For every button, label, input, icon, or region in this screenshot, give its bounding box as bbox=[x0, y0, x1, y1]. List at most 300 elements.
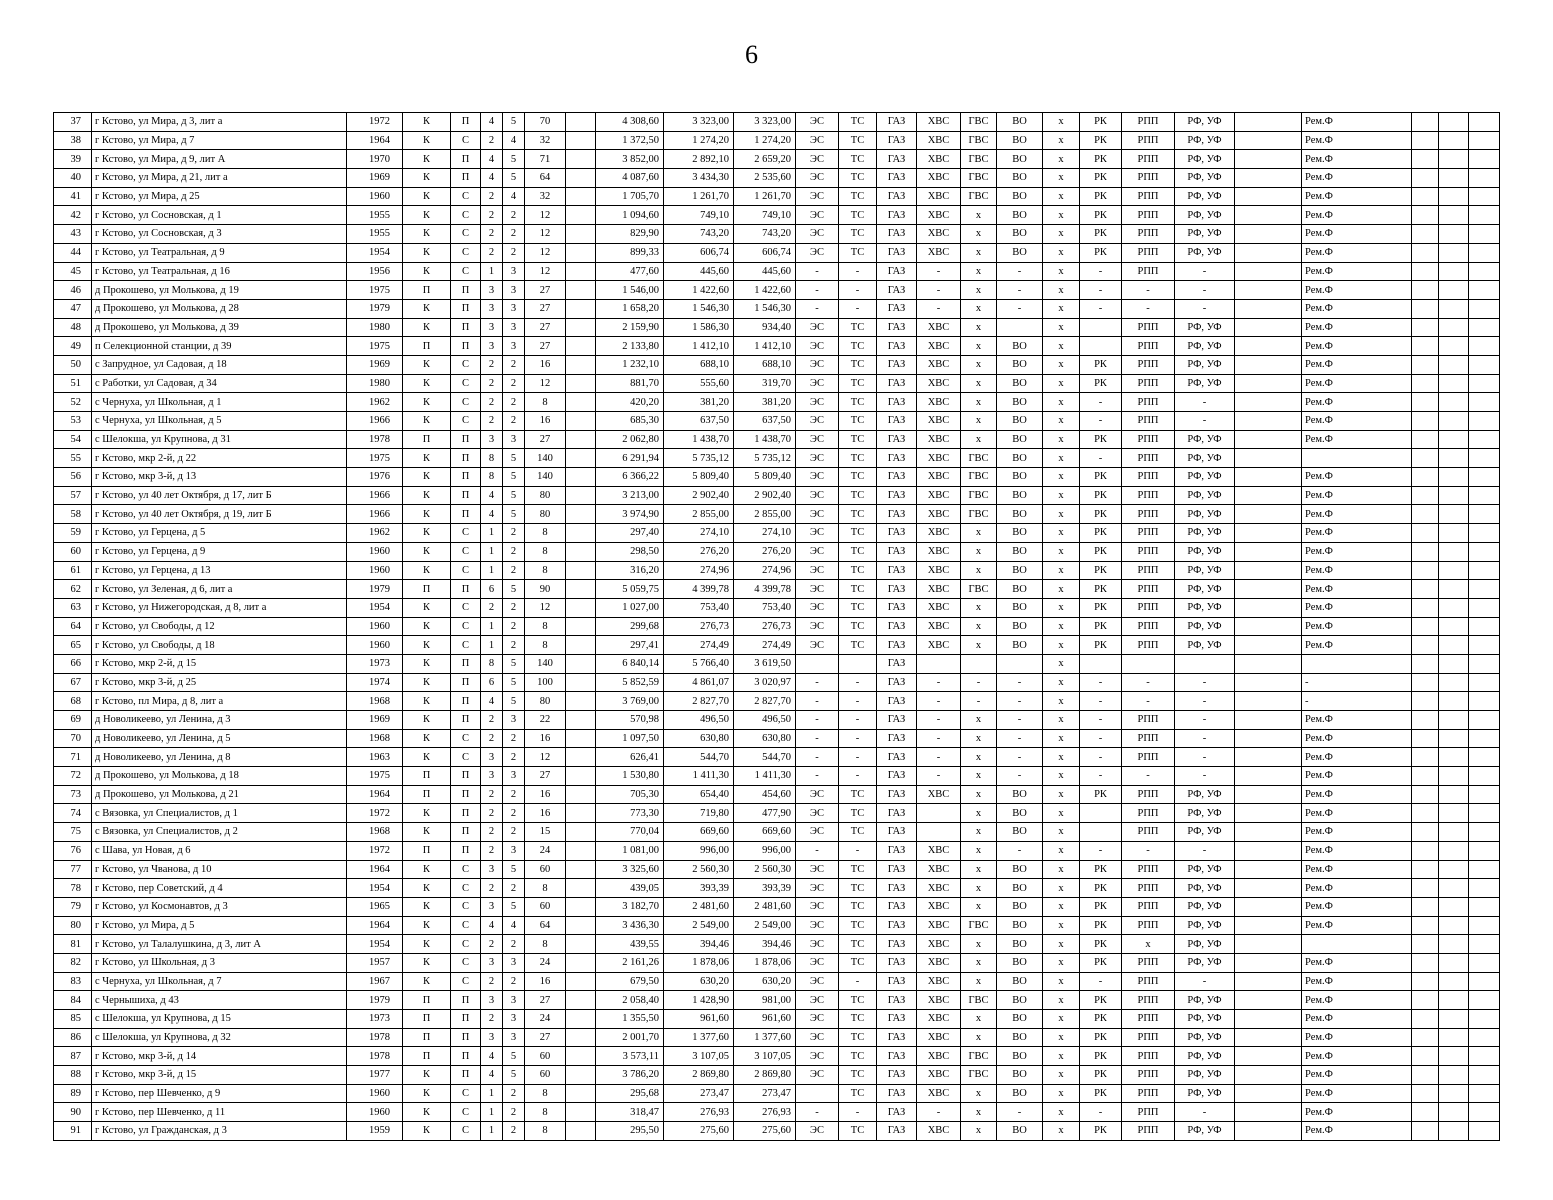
cell-gas-supply: ГАЗ bbox=[877, 131, 917, 150]
cell-entrances: 2 bbox=[503, 729, 525, 748]
cell-year-built: 1967 bbox=[347, 972, 403, 991]
cell-row-number: 88 bbox=[54, 1066, 92, 1085]
cell-blank bbox=[1412, 524, 1439, 543]
cell-blank bbox=[1412, 187, 1439, 206]
cell-entrances: 2 bbox=[503, 206, 525, 225]
cell-hot-water: х bbox=[961, 412, 997, 431]
cell-floors: 3 bbox=[481, 318, 503, 337]
cell-electric-supply: ЭС bbox=[796, 580, 839, 599]
cell-year-built: 1978 bbox=[347, 1047, 403, 1066]
cell-heat-supply: ТС bbox=[839, 1122, 877, 1141]
cell-electric-supply: - bbox=[796, 729, 839, 748]
cell-apartments: 60 bbox=[525, 1047, 566, 1066]
cell-apartments: 8 bbox=[525, 935, 566, 954]
cell-living-area: 276,20 bbox=[664, 542, 734, 561]
cell-living-area: 5 809,40 bbox=[664, 468, 734, 487]
cell-living-area: 275,60 bbox=[664, 1122, 734, 1141]
cell-mark-x: х bbox=[1043, 972, 1080, 991]
cell-blank bbox=[1412, 897, 1439, 916]
cell-blank bbox=[1469, 785, 1500, 804]
cell-blank bbox=[1439, 206, 1469, 225]
table-row bbox=[54, 729, 1500, 748]
cell-area-owned: 454,60 bbox=[734, 785, 796, 804]
cell-wall-material: С bbox=[451, 374, 481, 393]
cell-gas-supply: ГАЗ bbox=[877, 430, 917, 449]
cell-repair-fund: - bbox=[1302, 673, 1412, 692]
cell-drainage: ВО bbox=[997, 430, 1043, 449]
cell-wall-material: С bbox=[451, 524, 481, 543]
table-row bbox=[54, 169, 1500, 188]
cell-total-area: 1 081,00 bbox=[596, 841, 664, 860]
cell-row-number: 87 bbox=[54, 1047, 92, 1066]
cell-total-area: 2 062,80 bbox=[596, 430, 664, 449]
cell-rf-uf: РФ, УФ bbox=[1175, 468, 1235, 487]
cell-electric-supply: ЭС bbox=[796, 598, 839, 617]
cell-floors: 1 bbox=[481, 1103, 503, 1122]
cell-drainage: ВО bbox=[997, 169, 1043, 188]
cell-living-area: 2 549,00 bbox=[664, 916, 734, 935]
cell-rf-uf: РФ, УФ bbox=[1175, 1047, 1235, 1066]
cell-row-number: 72 bbox=[54, 767, 92, 786]
cell-blank bbox=[566, 729, 596, 748]
cell-ownership-type: К bbox=[403, 953, 451, 972]
cell-year-built: 1960 bbox=[347, 1103, 403, 1122]
cell-blank bbox=[1412, 580, 1439, 599]
cell-blank bbox=[1469, 972, 1500, 991]
cell-blank bbox=[1412, 561, 1439, 580]
cell-hot-water: ГВС bbox=[961, 113, 997, 132]
cell-blank bbox=[566, 299, 596, 318]
cell-mark-x: х bbox=[1043, 355, 1080, 374]
cell-gas-supply: ГАЗ bbox=[877, 412, 917, 431]
cell-hot-water: х bbox=[961, 281, 997, 300]
cell-address: п Селекционной станции, д 39 bbox=[92, 337, 347, 356]
cell-cold-water: ХВС bbox=[917, 1122, 961, 1141]
cell-area-owned: 2 869,80 bbox=[734, 1066, 796, 1085]
cell-floors: 1 bbox=[481, 561, 503, 580]
cell-heat-supply: ТС bbox=[839, 169, 877, 188]
table-row bbox=[54, 598, 1500, 617]
cell-total-area: 297,40 bbox=[596, 524, 664, 543]
cell-floors: 6 bbox=[481, 580, 503, 599]
cell-entrances: 2 bbox=[503, 617, 525, 636]
cell-blank bbox=[1235, 262, 1302, 281]
cell-blank bbox=[1439, 1028, 1469, 1047]
cell-blank bbox=[1469, 430, 1500, 449]
cell-blank bbox=[1235, 654, 1302, 673]
cell-ownership-type: К bbox=[403, 299, 451, 318]
cell-ownership-type: П bbox=[403, 1010, 451, 1029]
cell-floors: 4 bbox=[481, 150, 503, 169]
cell-blank bbox=[566, 542, 596, 561]
cell-mark-x: х bbox=[1043, 1028, 1080, 1047]
cell-rpp: РПП bbox=[1122, 169, 1175, 188]
cell-living-area: 2 892,10 bbox=[664, 150, 734, 169]
cell-apartments: 100 bbox=[525, 673, 566, 692]
cell-rf-uf: - bbox=[1175, 972, 1235, 991]
cell-floors: 1 bbox=[481, 1084, 503, 1103]
cell-area-owned: 274,49 bbox=[734, 636, 796, 655]
cell-living-area: 630,80 bbox=[664, 729, 734, 748]
cell-gas-supply: ГАЗ bbox=[877, 654, 917, 673]
cell-entrances: 5 bbox=[503, 860, 525, 879]
cell-area-owned: 1 261,70 bbox=[734, 187, 796, 206]
cell-entrances: 3 bbox=[503, 1028, 525, 1047]
cell-blank bbox=[1469, 617, 1500, 636]
cell-hot-water: х bbox=[961, 711, 997, 730]
cell-rk: РК bbox=[1080, 1028, 1122, 1047]
table-row bbox=[54, 243, 1500, 262]
cell-blank bbox=[1439, 262, 1469, 281]
cell-blank bbox=[566, 412, 596, 431]
cell-total-area: 1 658,20 bbox=[596, 299, 664, 318]
cell-blank bbox=[1235, 953, 1302, 972]
cell-rk: РК bbox=[1080, 953, 1122, 972]
cell-blank bbox=[1235, 935, 1302, 954]
table-row bbox=[54, 991, 1500, 1010]
cell-rpp: РПП bbox=[1122, 823, 1175, 842]
cell-ownership-type: К bbox=[403, 1084, 451, 1103]
cell-living-area: 381,20 bbox=[664, 393, 734, 412]
cell-drainage: ВО bbox=[997, 1028, 1043, 1047]
cell-gas-supply: ГАЗ bbox=[877, 748, 917, 767]
cell-rf-uf: РФ, УФ bbox=[1175, 897, 1235, 916]
cell-address: д Новоликеево, ул Ленина, д 5 bbox=[92, 729, 347, 748]
cell-living-area: 555,60 bbox=[664, 374, 734, 393]
cell-hot-water: ГВС bbox=[961, 169, 997, 188]
cell-ownership-type: К bbox=[403, 729, 451, 748]
cell-blank bbox=[1412, 412, 1439, 431]
cell-hot-water: х bbox=[961, 972, 997, 991]
cell-entrances: 3 bbox=[503, 953, 525, 972]
cell-wall-material: С bbox=[451, 262, 481, 281]
cell-rk: - bbox=[1080, 1103, 1122, 1122]
cell-entrances: 3 bbox=[503, 337, 525, 356]
cell-cold-water: ХВС bbox=[917, 580, 961, 599]
cell-apartments: 12 bbox=[525, 225, 566, 244]
cell-year-built: 1960 bbox=[347, 1084, 403, 1103]
cell-row-number: 63 bbox=[54, 598, 92, 617]
cell-cold-water: ХВС bbox=[917, 561, 961, 580]
cell-mark-x: х bbox=[1043, 785, 1080, 804]
cell-area-owned: 477,90 bbox=[734, 804, 796, 823]
cell-rpp: РПП bbox=[1122, 412, 1175, 431]
cell-heat-supply: ТС bbox=[839, 879, 877, 898]
cell-repair-fund: Рем.Ф bbox=[1302, 636, 1412, 655]
cell-mark-x: х bbox=[1043, 131, 1080, 150]
cell-blank bbox=[1412, 169, 1439, 188]
cell-gas-supply: ГАЗ bbox=[877, 542, 917, 561]
cell-living-area: 3 434,30 bbox=[664, 169, 734, 188]
cell-blank bbox=[566, 355, 596, 374]
cell-ownership-type: К bbox=[403, 711, 451, 730]
cell-cold-water: ХВС bbox=[917, 412, 961, 431]
cell-floors: 6 bbox=[481, 673, 503, 692]
cell-living-area: 1 261,70 bbox=[664, 187, 734, 206]
cell-rpp: РПП bbox=[1122, 860, 1175, 879]
cell-area-owned: 753,40 bbox=[734, 598, 796, 617]
cell-blank bbox=[1412, 1066, 1439, 1085]
cell-wall-material: П bbox=[451, 468, 481, 487]
cell-drainage: - bbox=[997, 281, 1043, 300]
cell-living-area: 961,60 bbox=[664, 1010, 734, 1029]
cell-row-number: 69 bbox=[54, 711, 92, 730]
cell-cold-water: ХВС bbox=[917, 617, 961, 636]
cell-entrances: 2 bbox=[503, 561, 525, 580]
cell-blank bbox=[1412, 262, 1439, 281]
cell-cold-water: ХВС bbox=[917, 598, 961, 617]
cell-gas-supply: ГАЗ bbox=[877, 953, 917, 972]
cell-rk: РК bbox=[1080, 505, 1122, 524]
cell-entrances: 3 bbox=[503, 430, 525, 449]
cell-hot-water: х bbox=[961, 1122, 997, 1141]
cell-drainage: ВО bbox=[997, 374, 1043, 393]
cell-heat-supply: ТС bbox=[839, 412, 877, 431]
cell-wall-material: С bbox=[451, 393, 481, 412]
cell-wall-material: С bbox=[451, 748, 481, 767]
cell-blank bbox=[566, 337, 596, 356]
cell-gas-supply: ГАЗ bbox=[877, 150, 917, 169]
cell-drainage: - bbox=[997, 841, 1043, 860]
cell-address: с Работки, ул Садовая, д 34 bbox=[92, 374, 347, 393]
cell-entrances: 2 bbox=[503, 598, 525, 617]
cell-heat-supply: ТС bbox=[839, 860, 877, 879]
cell-hot-water: - bbox=[961, 692, 997, 711]
cell-blank bbox=[1235, 169, 1302, 188]
cell-repair-fund: Рем.Ф bbox=[1302, 953, 1412, 972]
cell-blank bbox=[566, 841, 596, 860]
cell-living-area: 1 412,10 bbox=[664, 337, 734, 356]
cell-repair-fund: Рем.Ф bbox=[1302, 1047, 1412, 1066]
cell-blank bbox=[1412, 860, 1439, 879]
cell-area-owned: 749,10 bbox=[734, 206, 796, 225]
cell-total-area: 3 852,00 bbox=[596, 150, 664, 169]
cell-area-owned: 276,93 bbox=[734, 1103, 796, 1122]
cell-drainage: - bbox=[997, 729, 1043, 748]
cell-wall-material: П bbox=[451, 486, 481, 505]
cell-blank bbox=[1469, 692, 1500, 711]
cell-gas-supply: ГАЗ bbox=[877, 636, 917, 655]
cell-cold-water: ХВС bbox=[917, 1047, 961, 1066]
table-row bbox=[54, 337, 1500, 356]
cell-total-area: 3 786,20 bbox=[596, 1066, 664, 1085]
cell-cold-water: ХВС bbox=[917, 1010, 961, 1029]
cell-entrances: 5 bbox=[503, 692, 525, 711]
cell-total-area: 6 291,94 bbox=[596, 449, 664, 468]
cell-rpp: РПП bbox=[1122, 393, 1175, 412]
cell-apartments: 16 bbox=[525, 785, 566, 804]
cell-apartments: 12 bbox=[525, 262, 566, 281]
cell-entrances: 2 bbox=[503, 542, 525, 561]
cell-entrances: 3 bbox=[503, 281, 525, 300]
cell-living-area: 2 560,30 bbox=[664, 860, 734, 879]
cell-mark-x: х bbox=[1043, 692, 1080, 711]
cell-rf-uf: РФ, УФ bbox=[1175, 524, 1235, 543]
cell-total-area: 3 325,60 bbox=[596, 860, 664, 879]
cell-entrances: 3 bbox=[503, 299, 525, 318]
cell-floors: 2 bbox=[481, 243, 503, 262]
cell-blank bbox=[566, 935, 596, 954]
cell-hot-water: ГВС bbox=[961, 486, 997, 505]
cell-repair-fund: Рем.Ф bbox=[1302, 972, 1412, 991]
cell-floors: 8 bbox=[481, 468, 503, 487]
cell-rf-uf: РФ, УФ bbox=[1175, 580, 1235, 599]
cell-year-built: 1976 bbox=[347, 468, 403, 487]
cell-gas-supply: ГАЗ bbox=[877, 1010, 917, 1029]
cell-rf-uf: РФ, УФ bbox=[1175, 505, 1235, 524]
cell-ownership-type: К bbox=[403, 374, 451, 393]
cell-drainage: ВО bbox=[997, 355, 1043, 374]
cell-ownership-type: К bbox=[403, 524, 451, 543]
cell-blank bbox=[1469, 580, 1500, 599]
cell-drainage: ВО bbox=[997, 561, 1043, 580]
cell-rf-uf: РФ, УФ bbox=[1175, 542, 1235, 561]
cell-apartments: 24 bbox=[525, 1010, 566, 1029]
cell-blank bbox=[1439, 561, 1469, 580]
table-row bbox=[54, 823, 1500, 842]
cell-ownership-type: П bbox=[403, 580, 451, 599]
cell-blank bbox=[1439, 449, 1469, 468]
cell-total-area: 3 769,00 bbox=[596, 692, 664, 711]
cell-blank bbox=[566, 561, 596, 580]
cell-address: г Кстово, мкр 3-й, д 14 bbox=[92, 1047, 347, 1066]
cell-row-number: 41 bbox=[54, 187, 92, 206]
cell-heat-supply: - bbox=[839, 748, 877, 767]
cell-rpp: РПП bbox=[1122, 505, 1175, 524]
cell-ownership-type: К bbox=[403, 393, 451, 412]
cell-blank bbox=[1439, 953, 1469, 972]
cell-electric-supply: ЭС bbox=[796, 225, 839, 244]
cell-total-area: 3 436,30 bbox=[596, 916, 664, 935]
table-row bbox=[54, 1047, 1500, 1066]
cell-address: г Кстово, ул Талалушкина, д 3, лит А bbox=[92, 935, 347, 954]
cell-cold-water: - bbox=[917, 262, 961, 281]
cell-blank bbox=[1439, 355, 1469, 374]
cell-drainage: - bbox=[997, 767, 1043, 786]
cell-blank bbox=[1469, 225, 1500, 244]
cell-blank bbox=[1469, 113, 1500, 132]
cell-repair-fund: Рем.Ф bbox=[1302, 355, 1412, 374]
cell-ownership-type: К bbox=[403, 449, 451, 468]
cell-ownership-type: К bbox=[403, 113, 451, 132]
cell-repair-fund: Рем.Ф bbox=[1302, 225, 1412, 244]
cell-row-number: 49 bbox=[54, 337, 92, 356]
cell-blank bbox=[1412, 935, 1439, 954]
cell-area-owned: 276,73 bbox=[734, 617, 796, 636]
cell-wall-material: П bbox=[451, 654, 481, 673]
cell-area-owned: 544,70 bbox=[734, 748, 796, 767]
page-number: 6 bbox=[745, 40, 758, 69]
cell-gas-supply: ГАЗ bbox=[877, 935, 917, 954]
cell-rpp: РПП bbox=[1122, 804, 1175, 823]
cell-wall-material: П bbox=[451, 692, 481, 711]
cell-electric-supply: - bbox=[796, 1103, 839, 1122]
cell-cold-water: ХВС bbox=[917, 991, 961, 1010]
cell-gas-supply: ГАЗ bbox=[877, 841, 917, 860]
cell-address: с Вязовка, ул Специалистов, д 1 bbox=[92, 804, 347, 823]
cell-hot-water: х bbox=[961, 542, 997, 561]
table-row bbox=[54, 636, 1500, 655]
cell-blank bbox=[1469, 355, 1500, 374]
cell-blank bbox=[1412, 131, 1439, 150]
cell-rk: - bbox=[1080, 449, 1122, 468]
cell-area-owned: 3 323,00 bbox=[734, 113, 796, 132]
cell-ownership-type: П bbox=[403, 337, 451, 356]
cell-blank bbox=[1412, 225, 1439, 244]
cell-year-built: 1979 bbox=[347, 299, 403, 318]
cell-rpp: РПП bbox=[1122, 524, 1175, 543]
cell-drainage: - bbox=[997, 748, 1043, 767]
cell-entrances: 2 bbox=[503, 879, 525, 898]
cell-row-number: 68 bbox=[54, 692, 92, 711]
cell-cold-water: ХВС bbox=[917, 1066, 961, 1085]
cell-heat-supply: ТС bbox=[839, 561, 877, 580]
cell-repair-fund: Рем.Ф bbox=[1302, 841, 1412, 860]
cell-floors: 1 bbox=[481, 524, 503, 543]
cell-heat-supply: ТС bbox=[839, 953, 877, 972]
cell-area-owned: 2 827,70 bbox=[734, 692, 796, 711]
cell-blank bbox=[1439, 1010, 1469, 1029]
cell-rk: РК bbox=[1080, 468, 1122, 487]
cell-rf-uf: - bbox=[1175, 748, 1235, 767]
cell-blank bbox=[1235, 916, 1302, 935]
cell-rf-uf: - bbox=[1175, 412, 1235, 431]
cell-rf-uf: РФ, УФ bbox=[1175, 150, 1235, 169]
cell-total-area: 1 232,10 bbox=[596, 355, 664, 374]
cell-rpp: РПП bbox=[1122, 953, 1175, 972]
cell-cold-water: ХВС bbox=[917, 897, 961, 916]
cell-apartments: 32 bbox=[525, 131, 566, 150]
cell-mark-x: х bbox=[1043, 1084, 1080, 1103]
cell-blank bbox=[566, 972, 596, 991]
cell-area-owned: 319,70 bbox=[734, 374, 796, 393]
cell-electric-supply bbox=[796, 1084, 839, 1103]
cell-living-area: 2 481,60 bbox=[664, 897, 734, 916]
cell-cold-water: ХВС bbox=[917, 1084, 961, 1103]
cell-ownership-type: К bbox=[403, 673, 451, 692]
cell-heat-supply: ТС bbox=[839, 206, 877, 225]
cell-wall-material: С bbox=[451, 131, 481, 150]
cell-blank bbox=[1235, 393, 1302, 412]
cell-electric-supply: ЭС bbox=[796, 206, 839, 225]
cell-rpp: РПП bbox=[1122, 879, 1175, 898]
cell-hot-water: х bbox=[961, 767, 997, 786]
cell-area-owned: 394,46 bbox=[734, 935, 796, 954]
cell-electric-supply: - bbox=[796, 748, 839, 767]
cell-area-owned: 688,10 bbox=[734, 355, 796, 374]
cell-area-owned: 1 411,30 bbox=[734, 767, 796, 786]
cell-ownership-type: К bbox=[403, 1066, 451, 1085]
cell-area-owned: 2 535,60 bbox=[734, 169, 796, 188]
cell-year-built: 1975 bbox=[347, 337, 403, 356]
cell-hot-water bbox=[961, 654, 997, 673]
housing-registry-table bbox=[53, 112, 1500, 1141]
cell-row-number: 85 bbox=[54, 1010, 92, 1029]
cell-heat-supply: - bbox=[839, 692, 877, 711]
cell-address: с Запрудное, ул Садовая, д 18 bbox=[92, 355, 347, 374]
cell-blank bbox=[566, 206, 596, 225]
cell-cold-water: ХВС bbox=[917, 449, 961, 468]
cell-blank bbox=[1439, 1066, 1469, 1085]
cell-wall-material: С bbox=[451, 729, 481, 748]
cell-rf-uf: - bbox=[1175, 281, 1235, 300]
cell-repair-fund: Рем.Ф bbox=[1302, 1103, 1412, 1122]
cell-drainage: ВО bbox=[997, 935, 1043, 954]
cell-ownership-type: П bbox=[403, 785, 451, 804]
cell-address: с Шава, ул Новая, д 6 bbox=[92, 841, 347, 860]
cell-living-area: 996,00 bbox=[664, 841, 734, 860]
table-row bbox=[54, 654, 1500, 673]
